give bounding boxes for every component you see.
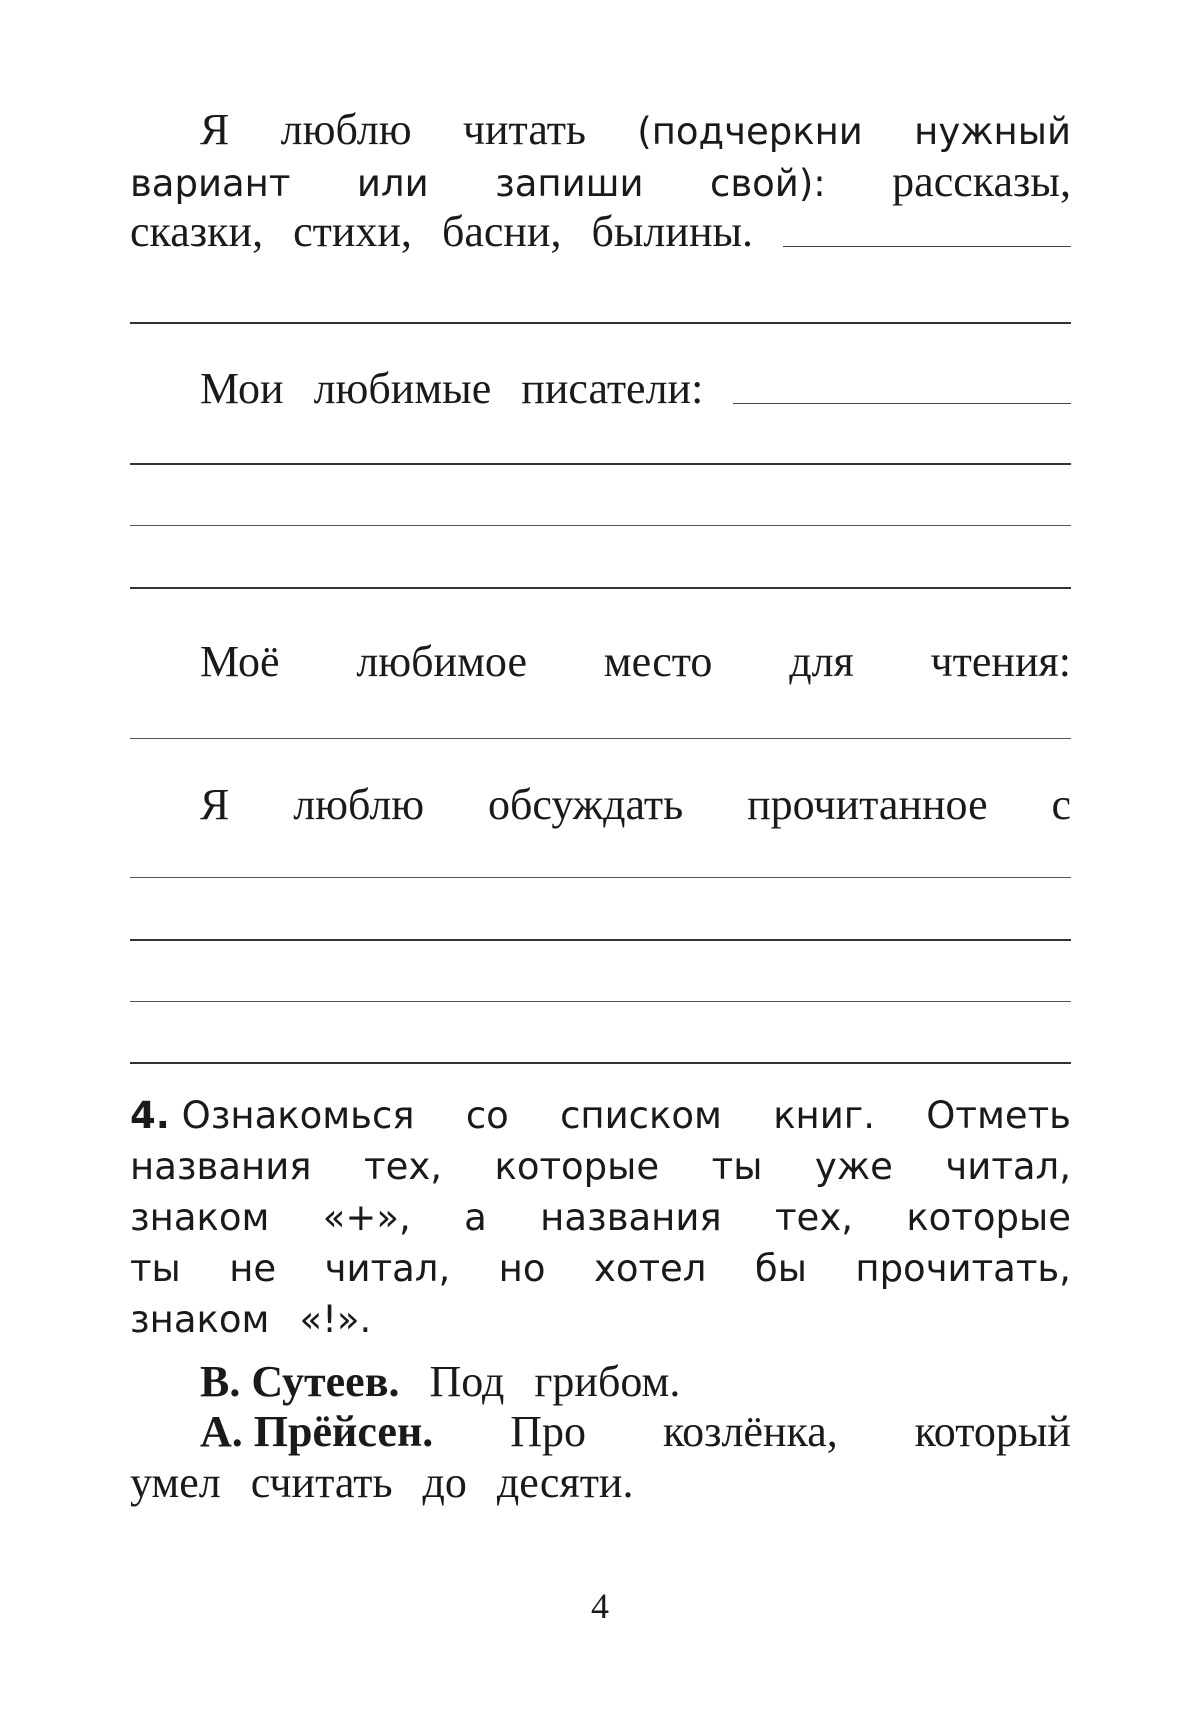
task4-line-3 (130, 1196, 1071, 1239)
book-title-word: считать (250, 1458, 393, 1507)
word: списком (560, 1094, 722, 1137)
word: (подчеркни (637, 110, 863, 153)
answer-line[interactable] (130, 587, 1071, 589)
page-number: 4 (591, 1586, 609, 1626)
book-item-2 (200, 1406, 1071, 1457)
book-author: В. Сутеев. (200, 1357, 400, 1406)
word: Ознакомься (181, 1094, 415, 1137)
book-title-word: козлёнка, (662, 1407, 838, 1456)
word: которые (494, 1145, 660, 1188)
answer-line[interactable] (130, 738, 1071, 739)
book-item-2-continued (130, 1457, 1071, 1508)
word: названия (540, 1196, 722, 1239)
book-title-word: умел (130, 1458, 221, 1507)
word: Я (200, 780, 230, 829)
book-item-1 (200, 1356, 1071, 1407)
word: сказки, (130, 207, 264, 256)
word: читать (462, 105, 587, 154)
book-title-word: грибом. (534, 1357, 681, 1406)
word: вариант (130, 162, 291, 205)
book-title-word: Под (429, 1357, 505, 1406)
task4-line-2 (130, 1145, 1071, 1188)
book-title-word: до (422, 1458, 467, 1507)
word: но (498, 1247, 546, 1290)
word: чтения: (930, 637, 1071, 686)
answer-line[interactable] (130, 939, 1071, 941)
task-text (130, 1094, 415, 1137)
word: запиши (495, 162, 644, 205)
word: уже (814, 1145, 893, 1188)
word: которые (906, 1196, 1071, 1239)
word: не (229, 1247, 277, 1290)
word: ты (130, 1247, 181, 1290)
word: с (1051, 780, 1071, 829)
word: люблю (280, 105, 412, 154)
word: любимые (313, 364, 492, 413)
book-author: А. Прёйсен. (200, 1407, 434, 1456)
answer-line[interactable] (130, 1062, 1071, 1064)
task4-line-5 (130, 1298, 1071, 1341)
word: свой): (710, 162, 826, 205)
answer-line[interactable] (130, 463, 1071, 465)
word: читал, (324, 1247, 451, 1290)
word: тех, (364, 1145, 442, 1188)
book-title-word: который (914, 1407, 1071, 1456)
answer-line[interactable] (130, 877, 1071, 878)
word: место (603, 637, 713, 686)
word: бы (754, 1247, 807, 1290)
word: книг. (773, 1094, 875, 1137)
word: со (465, 1094, 509, 1137)
word: люблю (293, 780, 425, 829)
reading-prompt-line-1 (200, 104, 1071, 155)
answer-line[interactable] (130, 322, 1071, 324)
word: обсуждать (488, 780, 684, 829)
reading-prompt-line-3 (130, 206, 1071, 257)
answer-line-inline[interactable] (733, 403, 1071, 404)
reading-prompt-line-2 (130, 156, 1071, 207)
word: прочитать, (855, 1247, 1071, 1290)
word: нужный (914, 110, 1071, 153)
writers-prompt (200, 363, 1071, 414)
task-number: 4. (130, 1094, 170, 1137)
word: для (789, 637, 854, 686)
word: стихи, (293, 207, 412, 256)
task4-line-1 (130, 1094, 1071, 1137)
word: а (464, 1196, 487, 1239)
word: Мои (200, 364, 284, 413)
word: басни, (441, 207, 562, 256)
word: Отметь (926, 1094, 1071, 1137)
word: тех, (775, 1196, 853, 1239)
word: Моё (200, 637, 280, 686)
word: «+», (322, 1196, 411, 1239)
place-prompt (200, 636, 1071, 687)
word: знаком (130, 1196, 270, 1239)
word: читал, (945, 1145, 1071, 1188)
word: писатели: (521, 364, 704, 413)
word: знаком (130, 1298, 270, 1341)
discuss-prompt (200, 779, 1071, 830)
word: или (356, 162, 429, 205)
word: названия (130, 1145, 312, 1188)
word: рассказы, (892, 157, 1071, 206)
answer-line[interactable] (130, 525, 1071, 526)
book-title-word: Про (510, 1407, 587, 1456)
answer-line[interactable] (130, 1001, 1071, 1002)
word: былины. (591, 207, 754, 256)
book-title-word: десяти. (496, 1458, 634, 1507)
word: хотел (593, 1247, 707, 1290)
word: Я (200, 105, 230, 154)
word: прочитанное (747, 780, 988, 829)
answer-line-inline[interactable] (783, 246, 1071, 247)
word: любимое (356, 637, 527, 686)
task4-line-4 (130, 1247, 1071, 1290)
word: «!». (299, 1298, 372, 1341)
word: ты (711, 1145, 763, 1188)
